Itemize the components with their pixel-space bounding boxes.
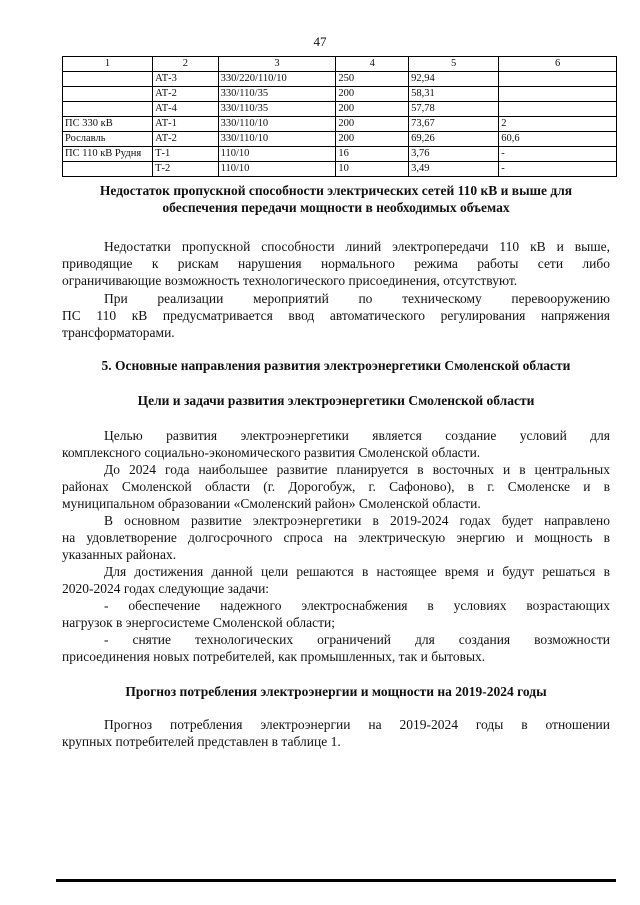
table-cell: АТ-2 xyxy=(153,87,219,102)
table-cell: 330/110/35 xyxy=(218,87,336,102)
table-cell: 69,26 xyxy=(409,132,499,147)
text-line: Прогноз потребления электроэнергии на 2019-2024 годы в отношении xyxy=(104,717,610,732)
header-cell: 1 xyxy=(63,57,153,72)
table-cell: 330/220/110/10 xyxy=(218,72,336,87)
table-cell: 200 xyxy=(336,117,409,132)
task-line: нагрузок в энергосистеме Смоленской области; xyxy=(62,615,335,630)
header-cell: 6 xyxy=(499,57,617,72)
text-line: комплексного социально-экономического развития Смоленской области. xyxy=(62,445,481,460)
table-cell: 250 xyxy=(336,72,409,87)
table-cell: ПС 330 кВ xyxy=(63,117,153,132)
header-cell: 4 xyxy=(336,57,409,72)
section-heading: Прогноз потребления электроэнергии и мощности на 2019-2024 годы xyxy=(125,684,547,699)
text-line: на удовлетворение долгосрочного спроса на электрическую энергию и мощность в xyxy=(62,530,610,545)
text-line: При реализации мероприятий по техническому перевооружению xyxy=(104,291,610,306)
table-cell: АТ-3 xyxy=(153,72,219,87)
text-line: крупных потребителей представлен в таблице 1. xyxy=(62,734,341,749)
table-cell xyxy=(63,102,153,117)
text-line: приводящие к рискам нарушения нормального режима работы сети либо xyxy=(62,256,610,271)
text-line: Целью развития электроэнергетики является создание условий для xyxy=(104,428,610,443)
table-cell: 3,49 xyxy=(409,162,499,177)
table-cell: ПС 110 кВ Рудня xyxy=(63,147,153,162)
task-line: - обеспечение надежного электроснабжения в условиях возрастающих xyxy=(104,598,610,613)
table-cell: - xyxy=(499,162,617,177)
text-line: ПС 110 кВ предусматривается ввод автоматического регулирования напряжения xyxy=(62,308,610,323)
text-line: районах Смоленской области (г. Дорогобуж, г. Сафоново), в г. Смоленске и в xyxy=(62,479,610,494)
header-cell: 5 xyxy=(409,57,499,72)
paragraph xyxy=(62,427,610,665)
task-line: присоединения новых потребителей, как промышленных, так и бытовых. xyxy=(62,649,486,664)
bottom-rule xyxy=(56,879,616,882)
table-cell xyxy=(499,102,617,117)
table-row xyxy=(63,132,617,147)
table-cell xyxy=(63,72,153,87)
header-cell: 2 xyxy=(153,57,219,72)
substation-table xyxy=(62,56,617,177)
text-line: Недостатки пропускной способности линий электропередачи 110 кВ и выше, xyxy=(104,239,610,254)
text-line: указанных районах. xyxy=(62,547,177,562)
paragraph xyxy=(62,238,610,289)
text-line: 2020-2024 годах следующие задачи: xyxy=(62,581,270,596)
paragraph xyxy=(62,290,610,341)
header-cell: 3 xyxy=(218,57,336,72)
table-cell: 2 xyxy=(499,117,617,132)
table-row xyxy=(63,102,617,117)
table-cell: 330/110/10 xyxy=(218,132,336,147)
text-line: Для достижения данной цели решаются в настоящее время и будут решаться в xyxy=(104,564,610,579)
table-cell: АТ-1 xyxy=(153,117,219,132)
table-cell: 58,31 xyxy=(409,87,499,102)
page-number: 47 xyxy=(313,34,327,49)
table-header-row xyxy=(63,57,617,72)
table-cell: 3,76 xyxy=(409,147,499,162)
table-cell: АТ-2 xyxy=(153,132,219,147)
table-cell: 200 xyxy=(336,102,409,117)
table-row xyxy=(63,72,617,87)
table-row xyxy=(63,117,617,132)
table-cell: АТ-4 xyxy=(153,102,219,117)
section-5 xyxy=(62,357,610,374)
table-cell xyxy=(63,87,153,102)
text-line: До 2024 года наибольшее развитие планируется в восточных и в центральных xyxy=(104,462,610,477)
table-cell: 73,67 xyxy=(409,117,499,132)
table-cell: 330/110/35 xyxy=(218,102,336,117)
text-line: трансформаторами. xyxy=(62,325,175,340)
table-cell: 92,94 xyxy=(409,72,499,87)
text-line: В основном развитие электроэнергетики в 2019-2024 годах будет направлено xyxy=(104,513,610,528)
section-heading: 5. Основные направления развития электроэнергетики Смоленской области xyxy=(101,358,571,373)
task-line: - снятие технологических ограничений для создания возможности xyxy=(104,632,610,647)
table-cell: Т-1 xyxy=(153,147,219,162)
table-cell: 200 xyxy=(336,87,409,102)
section-heading: обеспечения передачи мощности в необходимых объемах xyxy=(162,200,510,215)
table-cell: 330/110/10 xyxy=(218,117,336,132)
table-cell: 200 xyxy=(336,132,409,147)
table-cell: 110/10 xyxy=(218,147,336,162)
table-cell: Т-2 xyxy=(153,162,219,177)
text-line: муниципальном образовании «Смоленский район» Смоленской области. xyxy=(62,496,481,511)
table-cell xyxy=(499,72,617,87)
table-cell xyxy=(499,87,617,102)
subsection-heading: Цели и задачи развития электроэнергетики Смоленской области xyxy=(137,393,535,408)
table-cell: - xyxy=(499,147,617,162)
table-cell: 10 xyxy=(336,162,409,177)
table-cell: 110/10 xyxy=(218,162,336,177)
table-row xyxy=(63,162,617,177)
table-row xyxy=(63,87,617,102)
paragraph xyxy=(62,716,610,750)
section-heading: Недостаток пропускной способности электрических сетей 110 кВ и выше для xyxy=(99,183,573,198)
table-cell: 60,6 xyxy=(499,132,617,147)
table-cell: 16 xyxy=(336,147,409,162)
text-line: ограничивающие возможность технологического присоединения, отсутствуют. xyxy=(62,273,518,288)
section-capacity xyxy=(62,182,610,216)
table-cell: 57,78 xyxy=(409,102,499,117)
table-cell xyxy=(63,162,153,177)
table-row xyxy=(63,147,617,162)
table-cell: Рославль xyxy=(63,132,153,147)
